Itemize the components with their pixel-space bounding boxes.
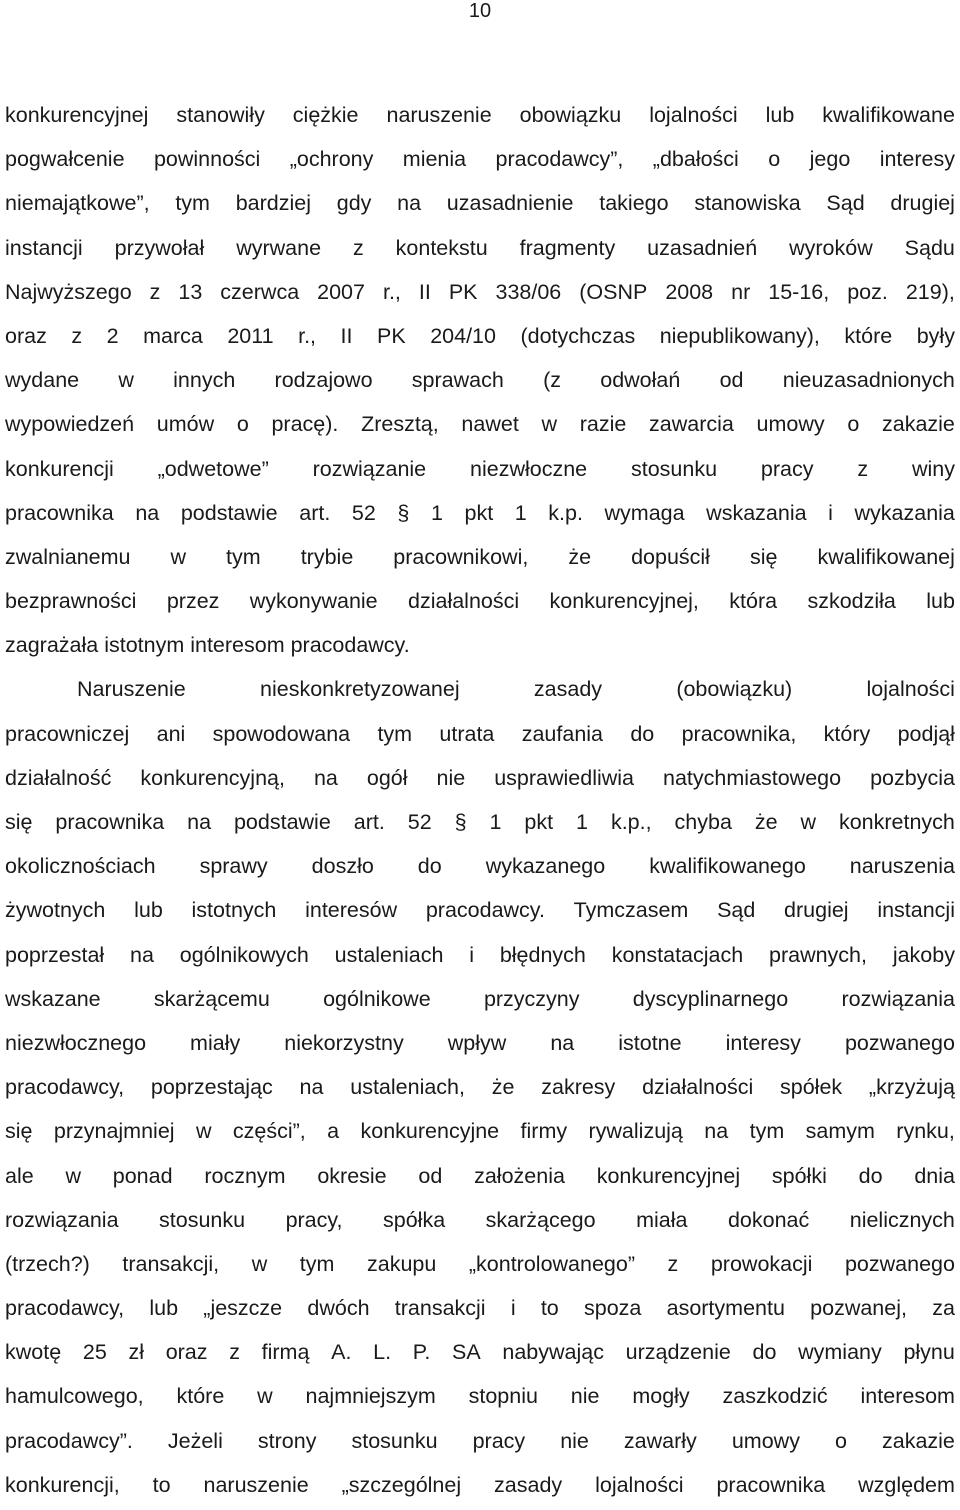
text-line: wskazane skarżącemu ogólnikowe przyczyny dyscyplinarnego rozwiązania bbox=[5, 986, 955, 1011]
text-line: pracownika na podstawie art. 52 § 1 pkt 1 k.p. wymaga wskazania i wykazania bbox=[5, 500, 955, 525]
text-line: (trzech?) transakcji, w tym zakupu „kontrolowanego” z prowokacji pozwanego bbox=[5, 1251, 955, 1276]
text-line: instancji przywołał wyrwane z kontekstu fragmenty uzasadnień wyroków Sądu bbox=[5, 235, 955, 260]
text-line: Naruszenie nieskonkretyzowanej zasady (obowiązku) lojalności bbox=[77, 677, 955, 702]
text-line: się pracownika na podstawie art. 52 § 1 pkt 1 k.p., chyba że w konkretnych bbox=[5, 810, 955, 834]
text-line: wydane w innych rodzajowo sprawach (z odwołań od nieuzasadnionych bbox=[5, 368, 955, 393]
text-line: okolicznościach sprawy doszło do wykazanego kwalifikowanego naruszenia bbox=[5, 854, 955, 879]
page-number: 10 bbox=[468, 0, 492, 22]
text-line: zagrażała istotnym interesom pracodawcy. bbox=[5, 633, 410, 658]
text-line: niezwłocznego miały niekorzystny wpływ na istotne interesy pozwanego bbox=[5, 1030, 955, 1055]
text-line: żywotnych lub istotnych interesów pracodawcy. Tymczasem Sąd drugiej instancji bbox=[5, 898, 955, 923]
text-line: konkurencyjnej stanowiły ciężkie naruszenie obowiązku lojalności lub kwalifikowane bbox=[5, 103, 955, 127]
text-line: kwotę 25 zł oraz z firmą A. L. P. SA nabywając urządzenie do wymiany płynu bbox=[5, 1340, 955, 1365]
text-line: bezprawności przez wykonywanie działalności konkurencyjnej, która szkodziła lub bbox=[5, 589, 955, 614]
text-line: konkurencji, to naruszenie „szczególnej zasady lojalności pracownika względem bbox=[5, 1472, 955, 1497]
text-line: hamulcowego, które w najmniejszym stopniu nie mogły zaszkodzić interesom bbox=[5, 1384, 955, 1409]
text-line: pracodawcy”. Jeżeli strony stosunku pracy nie zawarły umowy o zakazie bbox=[5, 1428, 955, 1453]
text-line: wypowiedzeń umów o pracę). Zresztą, nawet w razie zawarcia umowy o zakazie bbox=[5, 412, 955, 437]
text-line: pracowniczej ani spowodowana tym utrata zaufania do pracownika, który podjął bbox=[5, 721, 955, 746]
text-line: oraz z 2 marca 2011 r., II PK 204/10 (dotychczas niepublikowany), które były bbox=[5, 323, 955, 348]
text-line: Najwyższego z 13 czerwca 2007 r., II PK 338/06 (OSNP 2008 nr 15-16, poz. 219), bbox=[5, 279, 955, 304]
text-line: konkurencji „odwetowe” rozwiązanie niezwłoczne stosunku pracy z winy bbox=[5, 456, 955, 481]
text-line: pracodawcy, lub „jeszcze dwóch transakcji i to spoza asortymentu pozwanej, za bbox=[5, 1296, 955, 1321]
document-body bbox=[5, 96, 955, 1510]
text-line: niemajątkowe”, tym bardziej gdy na uzasadnienie takiego stanowiska Sąd drugiej bbox=[5, 191, 955, 216]
text-line: zwalnianemu w tym trybie pracownikowi, że dopuścił się kwalifikowanej bbox=[5, 544, 955, 569]
text-line: pracodawcy, poprzestając na ustaleniach, że zakresy działalności spółek „krzyżują bbox=[5, 1075, 955, 1100]
text-line: pogwałcenie powinności „ochrony mienia pracodawcy”, „dbałości o jego interesy bbox=[5, 147, 955, 172]
text-line: poprzestał na ogólnikowych ustaleniach i błędnych konstatacjach prawnych, jakoby bbox=[5, 942, 955, 967]
text-line: działalność konkurencyjną, na ogół nie usprawiedliwia natychmiastowego pozbycia bbox=[5, 765, 955, 790]
text-line: rozwiązania stosunku pracy, spółka skarżącego miała dokonać nielicznych bbox=[5, 1207, 955, 1232]
text-line: się przynajmniej w części”, a konkurencyjne firmy rywalizują na tym samym rynku, bbox=[5, 1119, 955, 1144]
text-line: ale w ponad rocznym okresie od założenia konkurencyjnej spółki do dnia bbox=[5, 1163, 955, 1188]
